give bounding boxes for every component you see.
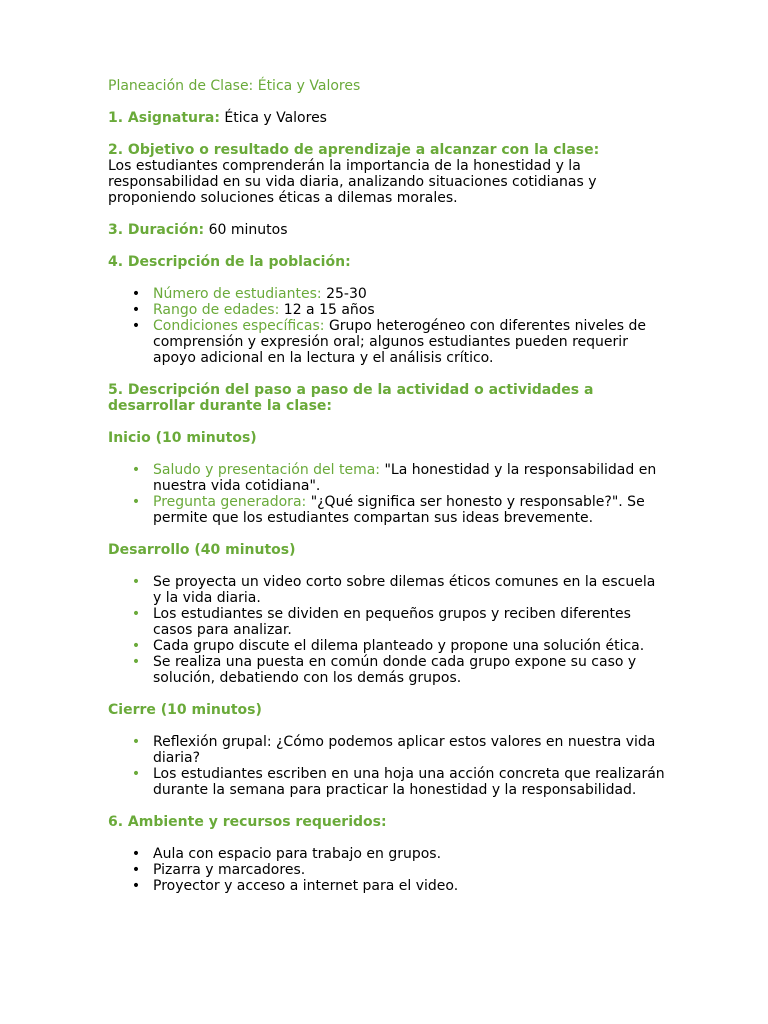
desarrollo-item-text: Se realiza una puesta en común donde cada grupo expone su caso y solución, debatiendo con los demás grupos. [153,654,637,686]
poblacion-item-value: 12 a 15 años [283,302,375,318]
bullet-icon: • [131,302,141,318]
duracion-line [108,222,668,238]
document-title: Planeación de Clase: Ética y Valores [108,78,361,94]
bullet-icon: • [131,574,141,590]
asignatura-line [108,110,668,126]
desarrollo-item-text: Se proyecta un video corto sobre dilemas éticos comunes en la escuela y la vida diaria. [153,574,656,606]
inicio-item-value: "La honestidad y la responsabilidad en nuestra vida cotidiana". [153,462,657,494]
ambiente-item-text: Aula con espacio para trabajo en grupos. [153,846,442,862]
bullet-icon: • [131,878,141,894]
duracion-value: 60 minutos [208,222,288,238]
list-item [108,574,668,606]
inicio-list [108,462,668,526]
cierre-item-text: Los estudiantes escriben en una hoja una acción concreta que realizarán durante la semana para practicar la honestidad y la responsabilidad. [153,766,665,798]
asignatura-value: Ética y Valores [224,110,327,126]
bullet-icon: • [131,766,141,782]
inicio-item-label: Saludo y presentación del tema: [153,462,381,478]
bullet-icon: • [131,286,141,302]
list-item [108,302,668,318]
desarrollo-item-text: Cada grupo discute el dilema planteado y propone una solución ética. [153,638,645,654]
cierre-heading: Cierre (10 minutos) [108,702,262,718]
inicio-item-label: Pregunta generadora: [153,494,307,510]
ambiente-list [108,846,668,894]
list-item [108,286,668,302]
desarrollo-heading: Desarrollo (40 minutos) [108,542,296,558]
list-item [108,638,668,654]
bullet-icon: • [131,734,141,750]
cierre-item-text: Reflexión grupal: ¿Cómo podemos aplicar estos valores en nuestra vida diaria? [153,734,656,766]
bullet-icon: • [131,494,141,510]
desarrollo-item-text: Los estudiantes se dividen en pequeños grupos y reciben diferentes casos para analizar. [153,606,631,638]
poblacion-item-value: 25-30 [326,286,367,302]
objetivo-text: Los estudiantes comprenderán la importancia de la honestidad y la responsabilidad en su vida diaria, analizando situaciones cotidianas y proponiendo soluciones éticas a dilemas morales. [108,158,597,206]
objetivo-label: 2. Objetivo o resultado de aprendizaje a alcanzar con la clase: [108,142,600,158]
list-item [108,862,668,878]
list-item [108,606,668,638]
duracion-label: 3. Duración: [108,222,205,238]
list-item [108,734,668,766]
bullet-icon: • [131,318,141,334]
bullet-icon: • [131,462,141,478]
list-item [108,846,668,862]
inicio-item-value: "¿Qué significa ser honesto y responsable?". Se permite que los estudiantes compartan sus ideas brevemente. [153,494,645,526]
bullet-icon: • [131,862,141,878]
document-page [108,78,668,894]
poblacion-label: 4. Descripción de la población: [108,254,351,270]
bullet-icon: • [131,846,141,862]
desarrollo-list [108,574,668,686]
actividades-label: 5. Descripción del paso a paso de la actividad o actividades a desarrollar durante la clase: [108,382,594,414]
bullet-icon: • [131,654,141,670]
list-item [108,494,668,526]
poblacion-item-value: Grupo heterogéneo con diferentes niveles de comprensión y expresión oral; algunos estudiantes pueden requerir apoyo adicional en la lectura y el análisis crítico. [153,318,647,366]
bullet-icon: • [131,638,141,654]
cierre-list [108,734,668,798]
poblacion-list [108,286,668,366]
poblacion-item-label: Condiciones específicas: [153,318,325,334]
ambiente-item-text: Proyector y acceso a internet para el video. [153,878,459,894]
list-item [108,766,668,798]
list-item [108,318,668,366]
ambiente-label: 6. Ambiente y recursos requeridos: [108,814,387,830]
poblacion-item-label: Número de estudiantes: [153,286,322,302]
inicio-heading: Inicio (10 minutos) [108,430,257,446]
objetivo-section [108,142,668,206]
list-item [108,462,668,494]
list-item [108,654,668,686]
list-item [108,878,668,894]
bullet-icon: • [131,606,141,622]
poblacion-item-label: Rango de edades: [153,302,280,318]
ambiente-item-text: Pizarra y marcadores. [153,862,306,878]
asignatura-label: 1. Asignatura: [108,110,220,126]
